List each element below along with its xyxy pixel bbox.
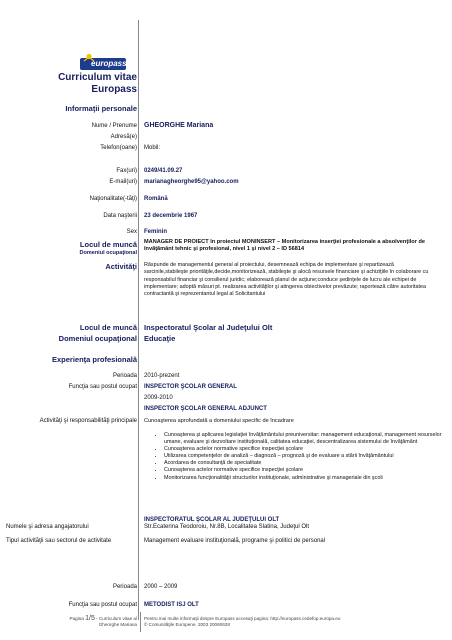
page-description: - Curriculum vitae al Gheorghe Mariana: [96, 616, 137, 627]
email-label: E-mail(uri): [109, 179, 137, 185]
page-number: 1/5: [85, 615, 95, 622]
name-value: GHEORGHE Mariana: [144, 122, 214, 129]
email-value: marianagheorghe95@yahoo.com: [144, 179, 239, 185]
birth-value: 23 decembrie 1967: [144, 213, 198, 219]
section-experience-title: Experienţa profesională: [51, 355, 137, 364]
name-label: Nume / Prenume: [91, 123, 137, 129]
list-item: • Utilizarea competenţelor de analiză – diagnoză – prognoză şi de evaluare a stării învăţământului: [164, 453, 446, 460]
page-footer-left: [52, 616, 137, 628]
sex-value: Feminin: [144, 229, 168, 235]
domain-label: Domeniul ocupaţional: [79, 250, 137, 256]
nationality-value: Română: [144, 196, 168, 202]
footer-divider: [140, 612, 141, 632]
address-label: Adresă(e): [110, 134, 137, 140]
sex-label: Sex: [126, 229, 137, 235]
cv-title-line1: Curriculum vitae: [58, 72, 137, 83]
position2-value: INSPECTOR ŞCOLAR GENERAL ADJUNCT: [144, 406, 267, 412]
workplace-label: Locul de muncă: [79, 240, 137, 249]
employer-address: Str.Ecaterina Teodoroiu, Nr.8B, Localitatea Slatina, Judeţul Olt: [144, 524, 309, 530]
cv-title: [58, 72, 137, 96]
page-footer-right: [144, 616, 434, 628]
footer-info-line1: Pentru mai multe informaţii despre Europass accesaţi pagina: http://europass.cedefop.europa.eu: [144, 616, 341, 621]
column-divider: [138, 20, 139, 620]
period3-label: Perioada: [112, 584, 137, 590]
position3-value: METODIST ISJ OLT: [144, 602, 199, 608]
employer-name: INSPECTORATUL ŞCOLAR AL JUDEŢULUI OLT: [144, 517, 280, 523]
sector-value: Management evaluare instituţională, programe şi politici de personal: [144, 538, 326, 544]
list-item: • Monitorizarea funcţionalităţii structurilor instituţionale, administrative şi manageriale din şcoli: [164, 475, 446, 482]
section-personal-title: Informaţii personale: [65, 104, 137, 113]
activities-label: Activităţi: [105, 262, 137, 271]
period2-value: 2009-2010: [144, 395, 173, 401]
period-label: Perioada: [112, 373, 137, 379]
responsibilities-list: [150, 432, 446, 482]
list-item: • Cunoaşterea şi aplicarea legislaţiei învăţământului preuniversitar: management educaţional, management resurselor umane, evaluare şi dezvoltare instituţională, calitatea educaţiei, descentralizarea sistemului de învăţământ: [164, 432, 446, 446]
employer-label: Numele şi adresa angajatorului: [6, 524, 89, 530]
period-value: 2010-prezent: [144, 373, 180, 379]
phone-value: Mobil:: [144, 145, 161, 151]
responsibilities-label: Activităţi şi responsabilităţi principale: [39, 418, 137, 424]
position3-label: Funcţia sau postul ocupat: [68, 602, 137, 608]
list-item: • Acordarea de consultanţă de specialitate: [164, 460, 446, 467]
cv-title-line2: Europass: [91, 84, 137, 95]
activities-text: Răspunde de managementul general al proiectului, desemnează echipa de implementare şi repartizează sarcinile,stabileşte priorităţile,decide,monitorizează, stabileşte şi alocă resursele financiare şi achiziţiile în colaborare cu responsabilul financiar şi consilierul juridic; elaborează planul de acţiune;conduce şedinţele de lucru ale echipei de implementare; adoptă măsuri pt. realizarea activităţilor şi atingerea obiectivelor prevăzute; raportează către autoritatea contractantă şi reprezentantul legal al Solicitantului: [144, 262, 429, 298]
position-value: INSPECTOR ŞCOLAR GENERAL: [144, 384, 237, 390]
nationality-label: Naţionalitate(-tăţi): [89, 196, 137, 202]
page-label: Pagina: [69, 616, 84, 621]
sector-label: Tipul activităţii sau sectorul de activitate: [6, 538, 112, 544]
project-text: MANAGER DE PROIECT în proiectul MONINSERT – Monitorizarea inserţiei profesionale a absolvenţilor de învăţământ tehnic şi profesional, nivel 1 şi nivel 2 – ID 56814: [144, 239, 425, 253]
fax-value: 0249/41.09.27: [144, 168, 183, 174]
list-item: • Cunoaşterea actelor normative specifice inspecţiei şcolare: [164, 467, 446, 474]
footer-info-line2: © Comunităţile Europene, 2003 20060628: [144, 622, 230, 627]
birth-label: Data naşterii: [103, 213, 137, 219]
workplace-label-2: Locul de muncă: [79, 323, 137, 332]
domain-value: Educaţie: [144, 334, 176, 343]
period3-value: 2000 – 2009: [144, 584, 178, 590]
fax-label: Fax(uri): [116, 168, 137, 174]
responsibilities-intro: Cunoaşterea aprofundată a domeniului specific de încadrare: [144, 418, 294, 424]
workplace-value: Inspectoratul Şcolar al Judeţului Olt: [144, 323, 273, 332]
domain-label-2: Domeniul ocupaţional: [58, 334, 137, 343]
europass-logo: [80, 52, 126, 72]
position-label: Funcţia sau postul ocupat: [68, 384, 137, 390]
phone-label: Telefon(oane): [100, 145, 137, 151]
logo-text: europass: [91, 59, 127, 68]
list-item: • Cunoaşterea actelor normative specifice inspecţiei şcolare: [164, 446, 446, 453]
